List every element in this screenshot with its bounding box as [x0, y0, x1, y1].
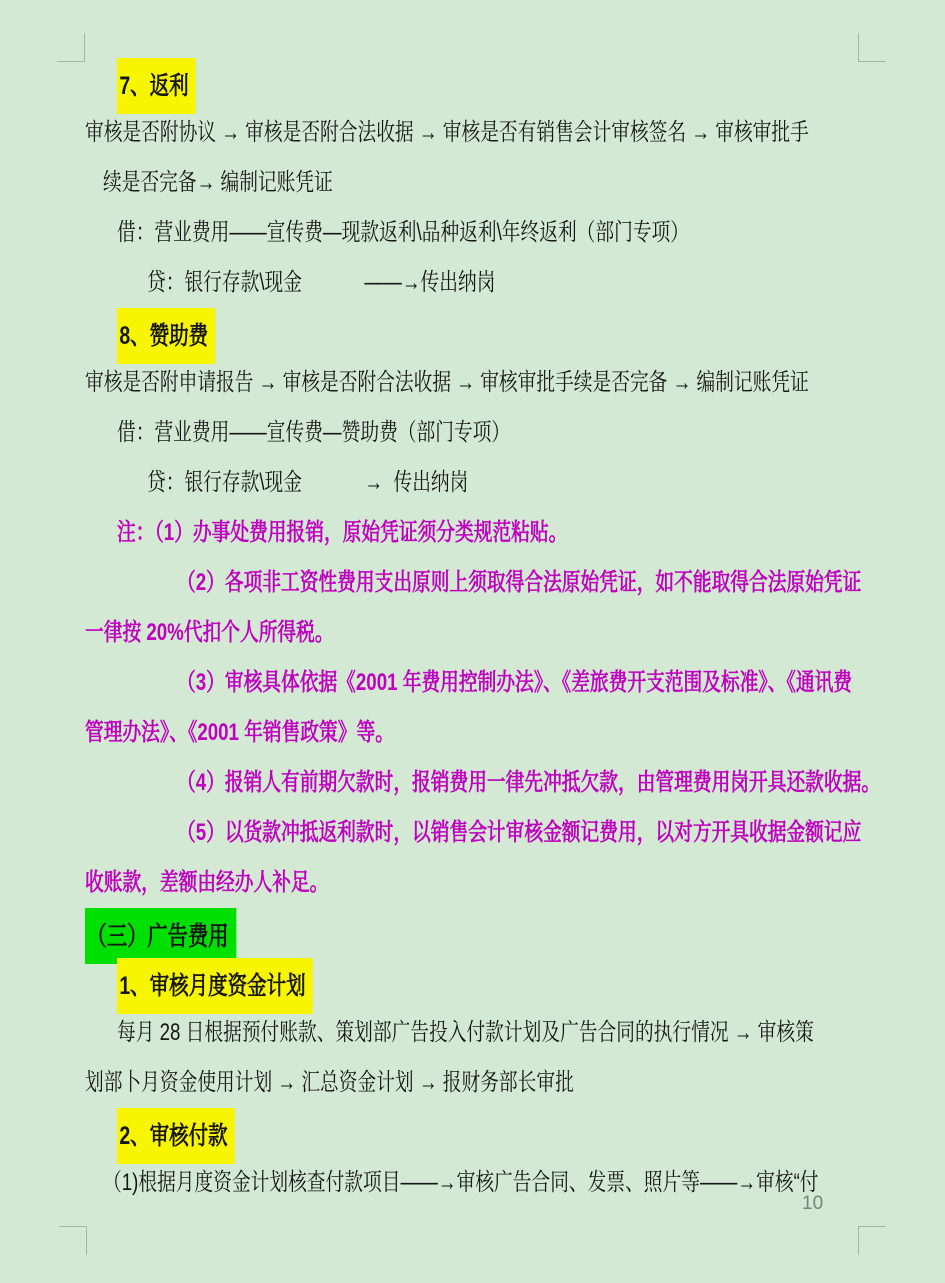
heading-sponsorship — [85, 308, 925, 358]
payment-review-line: （1)根据月度资金计划核查付款项目——→审核广告合同、发票、照片等——→审核“付 — [103, 1169, 819, 1196]
sponsorship-flow-line: 审核是否附申请报告 → 审核是否附合法收据 → 审核审批手续是否完备 → 编制记账凭证 — [85, 369, 809, 396]
note-2-line-2: 一律按 20%代扣个人所得税。 — [85, 619, 334, 646]
note-3-line-2: 管理办法》、《2001 年销售政策》等。 — [85, 719, 394, 746]
heading-payment-review-label: 2、审核付款 — [117, 1108, 235, 1164]
crop-mark-bottom-right — [858, 1226, 886, 1255]
note-5-line-2: 收账款，差额由经办人补足。 — [85, 869, 329, 896]
heading-monthly-fund-plan-label: 1、审核月度资金计划 — [117, 958, 313, 1014]
fund-plan-flow-line-1: 每月 28 日根据预付账款、策划部广告投入付款计划及广告合同的执行情况 → 审核策 — [117, 1019, 814, 1046]
heading-rebate-label: 7、返利 — [117, 58, 196, 114]
note-4: （4）报销人有前期欠款时，报销费用一律先冲抵欠款，由管理费用岗开具还款收据。 — [177, 769, 881, 796]
rebate-flow-line-2: 续是否完备→ 编制记账凭证 — [103, 169, 333, 196]
crop-mark-bottom-left — [59, 1226, 87, 1255]
page-number: 10 — [802, 1193, 824, 1214]
heading-monthly-fund-plan — [85, 958, 925, 1008]
note-2-line-1: （2）各项非工资性费用支出原则上须取得合法原始凭证，如不能取得合法原始凭证 — [177, 569, 862, 596]
sponsorship-debit-entry: 借：营业费用——宣传费—赞助费（部门专项） — [117, 419, 511, 446]
rebate-flow-line-1: 审核是否附协议 → 审核是否附合法收据 → 审核是否有销售会计审核签名 → 审核审批手 — [85, 119, 809, 146]
fund-plan-flow-line-2: 划部卜月资金使用计划 → 汇总资金计划 → 报财务部长审批 — [85, 1069, 574, 1096]
rebate-credit-entry: 贷：银行存款\现金 ——→传出纳岗 — [147, 269, 496, 296]
note-5-line-1: （5）以货款冲抵返利款时，以销售会计审核金额记费用，以对方开具收据金额记应 — [177, 819, 862, 846]
heading-sponsorship-label: 8、赞助费 — [117, 308, 215, 364]
note-3-line-1: （3）审核具体依据《2001 年费用控制办法》、《差旅费开支范围及标准》、《通讯费 — [177, 669, 853, 696]
heading-advertising — [85, 908, 925, 958]
crop-mark-top-left — [57, 33, 85, 62]
document-content — [85, 58, 925, 1208]
heading-payment-review — [85, 1108, 925, 1158]
heading-rebate — [85, 58, 925, 108]
sponsorship-credit-entry: 贷：银行存款\现金 → 传出纳岗 — [147, 469, 469, 496]
heading-advertising-label: （三）广告费用 — [85, 908, 236, 964]
note-1: 注：（1）办事处费用报销，原始凭证须分类规范粘贴。 — [117, 519, 568, 546]
rebate-debit-entry: 借：营业费用——宣传费—现款返利\品种返利\年终返利（部门专项） — [117, 219, 690, 246]
